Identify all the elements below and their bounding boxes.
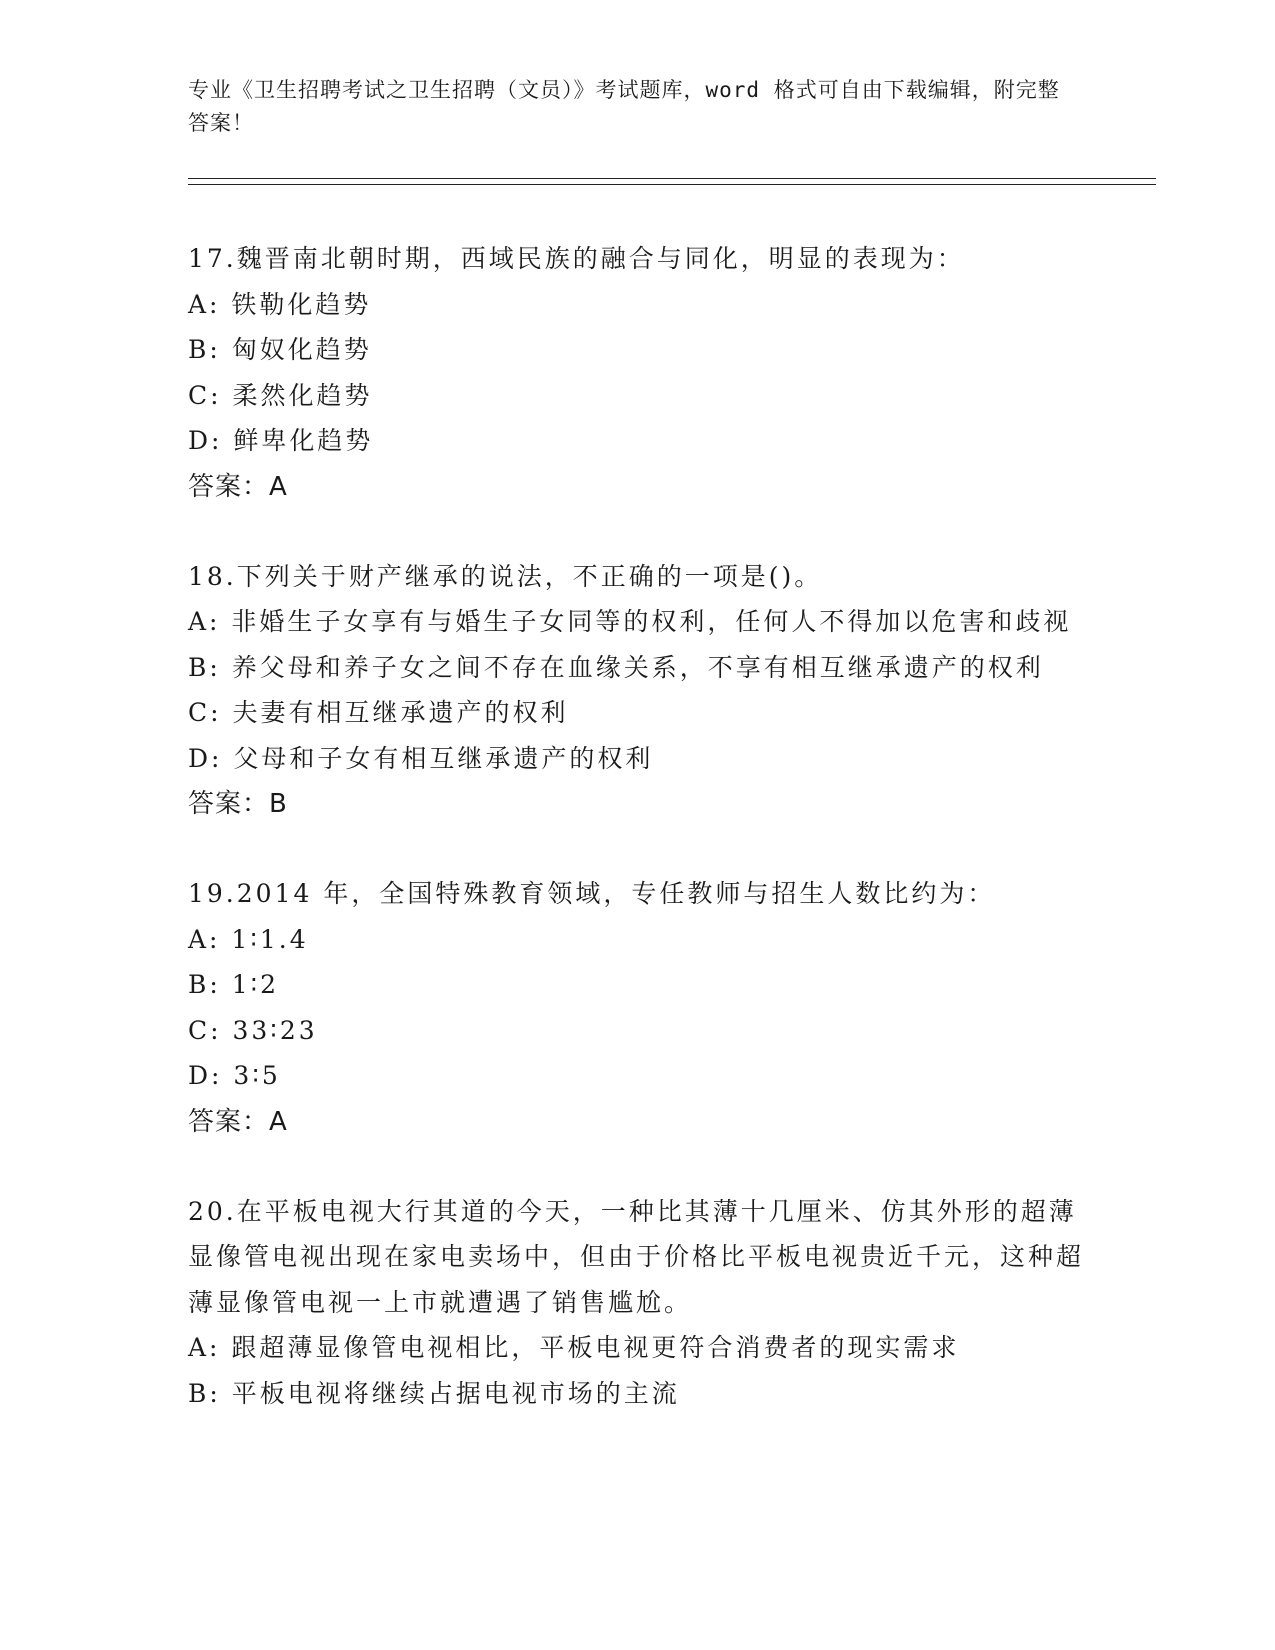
question-18 <box>188 554 1088 828</box>
option-c: C: 柔然化趋势 <box>188 380 373 410</box>
question-stem: 19.2014 年，全国特殊教育领域，专任教师与招生人数比约为： <box>188 879 996 908</box>
header-divider-bottom <box>188 184 1156 185</box>
question-20 <box>188 1189 1088 1417</box>
question-list <box>188 236 1088 1460</box>
header-divider-top <box>188 178 1156 179</box>
question-19 <box>188 871 1088 1145</box>
option-b: B: 平板电视将继续占据电视市场的主流 <box>188 1378 680 1408</box>
question-17 <box>188 236 1088 510</box>
answer: 答案：A <box>188 471 288 502</box>
option-d: D: 鲜卑化趋势 <box>188 426 374 455</box>
question-stem: 18.下列关于财产继承的说法，不正确的一项是()。 <box>188 561 823 591</box>
option-b: B: 1∶2 <box>188 970 280 999</box>
question-stem: 17.魏晋南北朝时期，西域民族的融合与同化，明显的表现为： <box>188 244 965 273</box>
question-stem: 20.在平板电视大行其道的今天，一种比其薄十几厘米、仿其外形的超薄显像管电视出现在家电卖场中，但由于价格比平板电视贵近千元，这种超薄显像管电视一上市就遭遇了销售尴尬。 <box>188 1196 1085 1317</box>
option-d: D: 父母和子女有相互继承遗产的权利 <box>188 743 654 773</box>
option-a: A: 1∶1.4 <box>188 924 309 954</box>
option-c: C: 33∶23 <box>188 1015 318 1045</box>
answer: 答案：A <box>188 1106 288 1137</box>
document-header <box>188 74 1068 140</box>
option-a: A: 跟超薄显像管电视相比，平板电视更符合消费者的现实需求 <box>188 1333 960 1362</box>
header-text: 专业《卫生招聘考试之卫生招聘（文员）》考试题库，word 格式可自由下载编辑，附完整答案！ <box>188 78 1060 135</box>
option-b: B: 养父母和养子女之间不存在血缘关系，不享有相互继承遗产的权利 <box>188 652 1044 682</box>
option-a: A: 铁勒化趋势 <box>188 289 372 319</box>
option-a: A: 非婚生子女享有与婚生子女同等的权利，任何人不得加以危害和歧视 <box>188 607 1072 636</box>
option-d: D: 3∶5 <box>188 1061 281 1090</box>
option-b: B: 匈奴化趋势 <box>188 335 372 364</box>
answer: 答案：B <box>188 789 288 819</box>
option-c: C: 夫妻有相互继承遗产的权利 <box>188 698 569 727</box>
